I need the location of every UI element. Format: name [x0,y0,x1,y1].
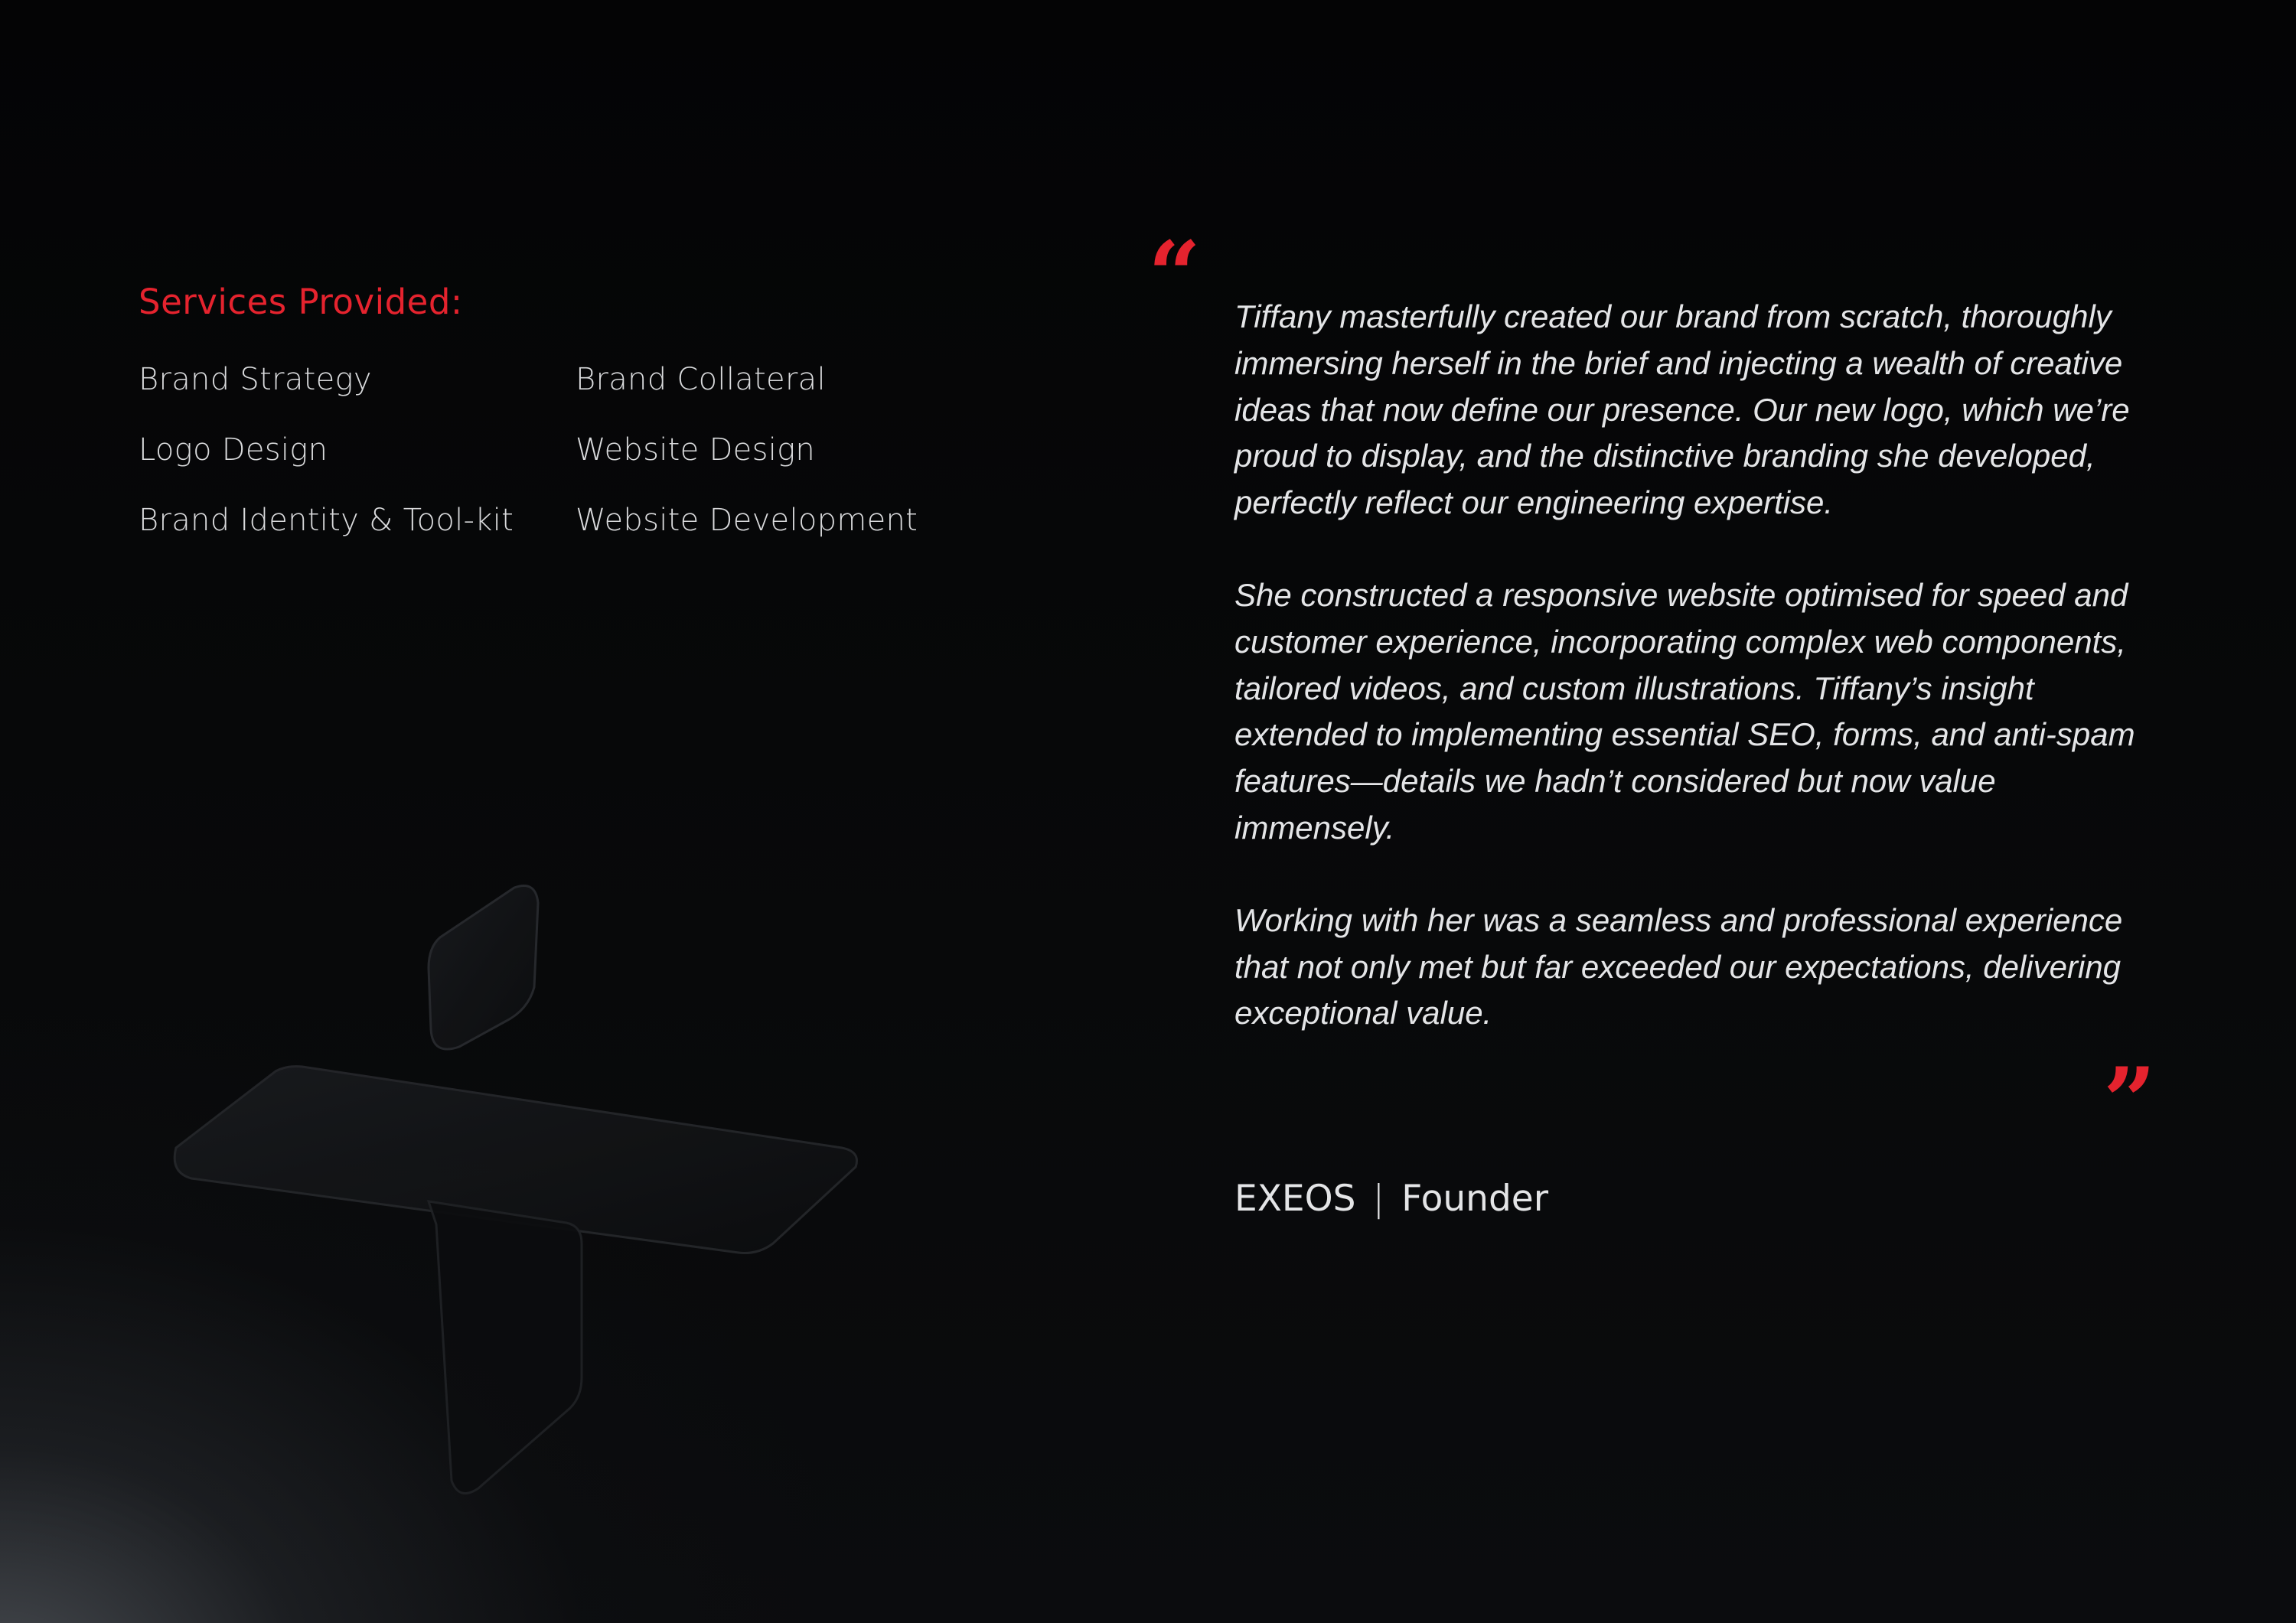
attribution-separator: | [1372,1178,1385,1220]
testimonial-paragraph: Tiffany masterfully created our brand from scratch, thoroughly immersing herself in the brief and injecting a wealth of creative ideas that now define our presence. Our new logo, which we’re proud to display, and the distinctive branding she developed, perfectly reflect our engineering expertise. [1234,298,2130,521]
attribution-role: Founder [1401,1178,1549,1220]
testimonial-paragraph: Working with her was a seamless and professional experience that not only met but far exceeded our expectations, delivering exceptional value. [1234,901,2123,1031]
service-item: Logo Design [139,432,328,468]
service-item: Website Design [576,432,816,468]
attribution [1234,1172,1548,1226]
service-item: Brand Collateral [576,362,826,397]
services-title: Services Provided: [139,282,463,322]
service-item: Brand Identity & Tool-kit [139,503,514,538]
testimonial-quote [1234,294,2161,1037]
services-section [139,275,1019,538]
services-left-column [139,344,514,556]
close-quote-icon: ” [2103,1048,2157,1155]
service-item: Brand Strategy [139,362,372,397]
open-quote-icon: “ [1148,221,1202,329]
attribution-company: EXEOS [1234,1178,1356,1220]
service-item: Website Development [576,503,918,538]
services-right-column [576,344,918,556]
testimonial-paragraph: She constructed a responsive website optimised for speed and customer experience, incorporating complex web components, tailored videos, and custom illustrations. Tiffany’s insight extended to implementing essential SEO, forms, and anti-spam features—details we hadn’t considered but now value immensely. [1234,576,2135,846]
